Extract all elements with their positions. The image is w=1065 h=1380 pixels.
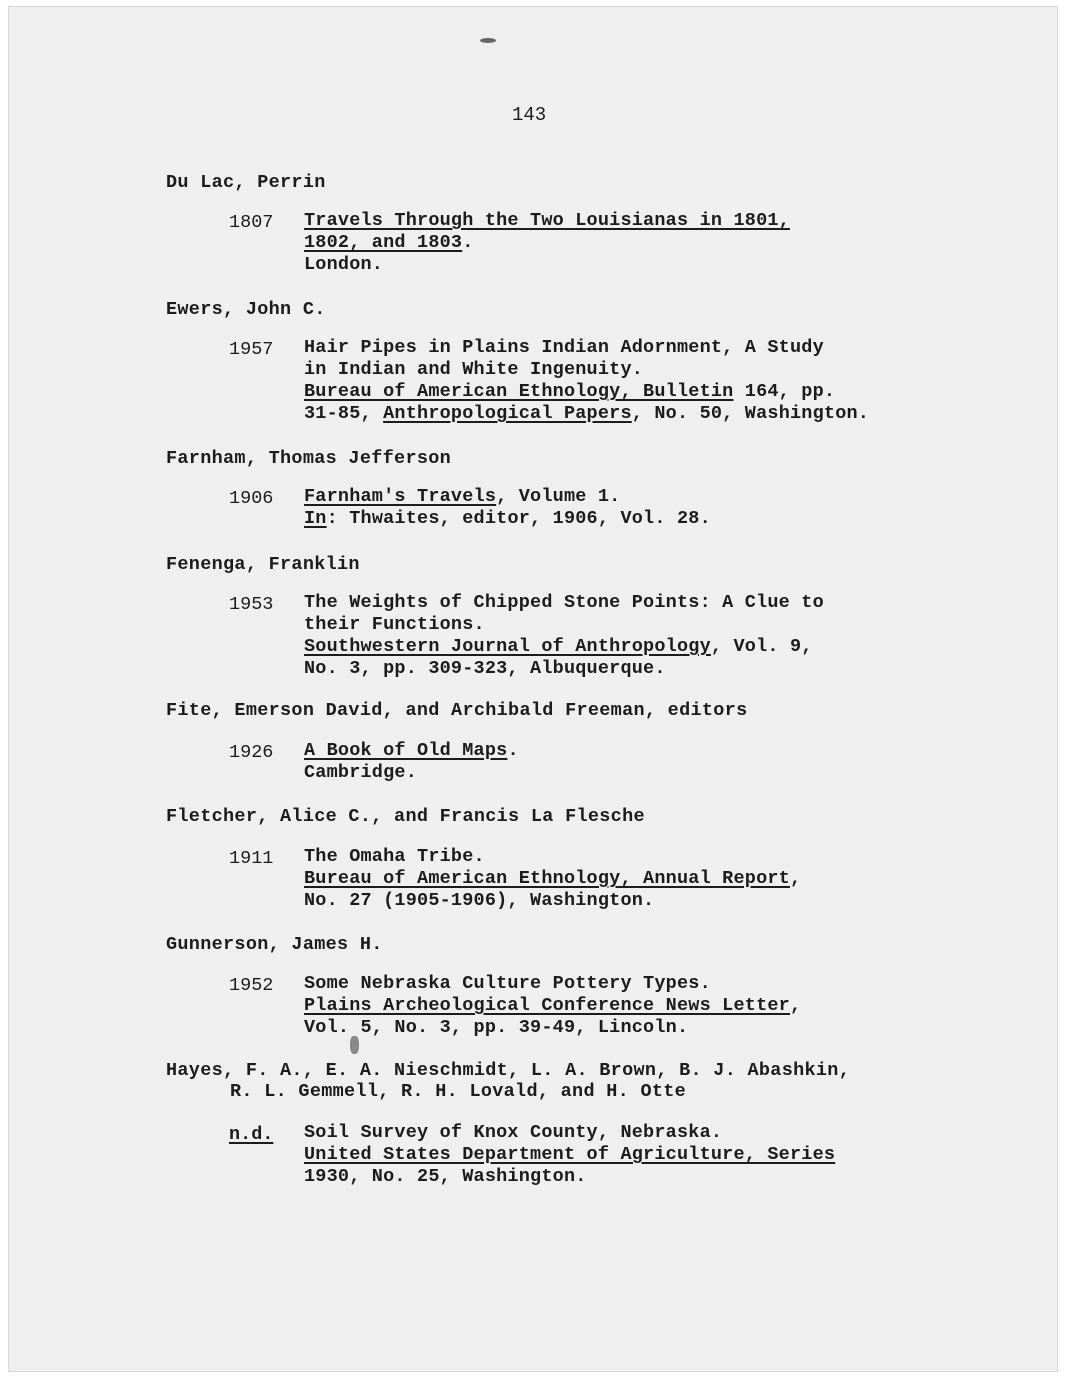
citation-line [304, 614, 824, 636]
citation-text: Some Nebraska Culture Pottery Types. [304, 973, 711, 994]
entry-citation [304, 337, 869, 425]
citation-line [304, 973, 801, 995]
underlined-title: A Book of Old Maps [304, 740, 508, 761]
underlined-title: Farnham's Travels [304, 486, 497, 507]
citation-text: in Indian and White Ingenuity. [304, 359, 644, 380]
citation-line [304, 995, 801, 1017]
citation-line [304, 740, 519, 762]
citation-line [304, 762, 519, 784]
citation-line [304, 210, 790, 232]
citation-line [304, 1122, 835, 1144]
citation-line [304, 403, 869, 425]
entry-citation [304, 846, 801, 912]
citation-line [304, 636, 824, 658]
citation-text: , [789, 868, 802, 889]
citation-text: their Functions. [304, 614, 485, 635]
underlined-title: Southwestern Journal of Anthropology [304, 636, 711, 657]
citation-text: The Omaha Tribe. [304, 846, 485, 867]
citation-text: . [462, 232, 474, 253]
entry-author [166, 172, 326, 193]
citation-text: : Thwaites, editor, 1906, Vol. 28. [326, 508, 711, 529]
entry-citation [304, 210, 790, 276]
author-name: Fenenga, Franklin [166, 554, 360, 575]
citation-text: , [789, 995, 802, 1016]
citation-line [304, 232, 790, 254]
author-name: Fite, Emerson David, and Archibald Freeman, editors [166, 700, 748, 721]
ink-mark [480, 38, 496, 43]
citation-line [304, 658, 824, 680]
author-name: Gunnerson, James H. [166, 934, 383, 955]
entry-year: 1911 [229, 848, 274, 869]
entry-year: 1906 [229, 488, 274, 509]
underlined-title: In [304, 508, 327, 529]
underlined-title: Anthropological Papers [383, 403, 632, 424]
citation-text: Hair Pipes in Plains Indian Adornment, A Study [304, 337, 824, 358]
citation-line [304, 1144, 835, 1166]
underlined-title: Plains Archeological Conference News Letter [304, 995, 790, 1016]
author-name: Du Lac, Perrin [166, 172, 326, 193]
entry-author [166, 806, 645, 827]
entry-year: n.d. [229, 1124, 274, 1145]
entry-citation [304, 486, 711, 530]
author-name: Ewers, John C. [166, 299, 326, 320]
citation-line [304, 381, 869, 403]
citation-text: . [507, 740, 519, 761]
citation-line [304, 254, 790, 276]
entry-year: 1953 [229, 594, 274, 615]
citation-line [304, 846, 801, 868]
citation-text: 1930, No. 25, Washington. [304, 1166, 587, 1187]
author-name-continued: R. L. Gemmell, R. H. Lovald, and H. Otte [230, 1081, 687, 1102]
entry-citation [304, 1122, 835, 1188]
entry-year: 1926 [229, 742, 274, 763]
underlined-title: Bureau of American Ethnology, Bulletin [304, 381, 734, 402]
citation-line [304, 486, 711, 508]
underlined-title: Bureau of American Ethnology, Annual Report [304, 868, 790, 889]
underlined-title: 1802, and 1803 [304, 232, 463, 253]
entry-year: 1957 [229, 339, 274, 360]
entry-author [166, 934, 383, 955]
citation-text: Soil Survey of Knox County, Nebraska. [304, 1122, 723, 1143]
entry-citation [304, 592, 824, 680]
citation-text: Vol. 5, No. 3, pp. 39-49, Lincoln. [304, 1017, 689, 1038]
citation-text: , Vol. 9, [710, 636, 813, 657]
citation-line [304, 359, 869, 381]
entry-author [166, 1060, 850, 1102]
citation-text: , Volume 1. [496, 486, 621, 507]
underlined-title: Travels Through the Two Louisianas in 1801, [304, 210, 790, 231]
entry-author [166, 448, 451, 469]
citation-line [304, 592, 824, 614]
citation-text: The Weights of Chipped Stone Points: A Clue to [304, 592, 824, 613]
entry-citation [304, 740, 519, 784]
citation-text: , No. 50, Washington. [631, 403, 870, 424]
citation-line [304, 890, 801, 912]
citation-text: 164, pp. [733, 381, 836, 402]
citation-line [304, 1166, 835, 1188]
citation-line [304, 508, 711, 530]
page-number: 143 [512, 104, 547, 126]
citation-text: London. [304, 254, 384, 275]
entry-year: 1807 [229, 212, 274, 233]
citation-text: 31-85, [304, 403, 384, 424]
citation-text: No. 3, pp. 309-323, Albuquerque. [304, 658, 666, 679]
author-name: Hayes, F. A., E. A. Nieschmidt, L. A. Brown, B. J. Abashkin, [166, 1060, 851, 1081]
entry-author [166, 700, 748, 721]
citation-line [304, 1017, 801, 1039]
citation-line [304, 868, 801, 890]
citation-text: Cambridge. [304, 762, 418, 783]
author-name: Fletcher, Alice C., and Francis La Flesche [166, 806, 645, 827]
citation-text: No. 27 (1905-1906), Washington. [304, 890, 655, 911]
entry-author [166, 299, 326, 320]
citation-line [304, 337, 869, 359]
entry-author [166, 554, 360, 575]
author-name: Farnham, Thomas Jefferson [166, 448, 452, 469]
underlined-title: United States Department of Agriculture, Series [304, 1144, 836, 1165]
entry-year: 1952 [229, 975, 274, 996]
entry-citation [304, 973, 801, 1039]
